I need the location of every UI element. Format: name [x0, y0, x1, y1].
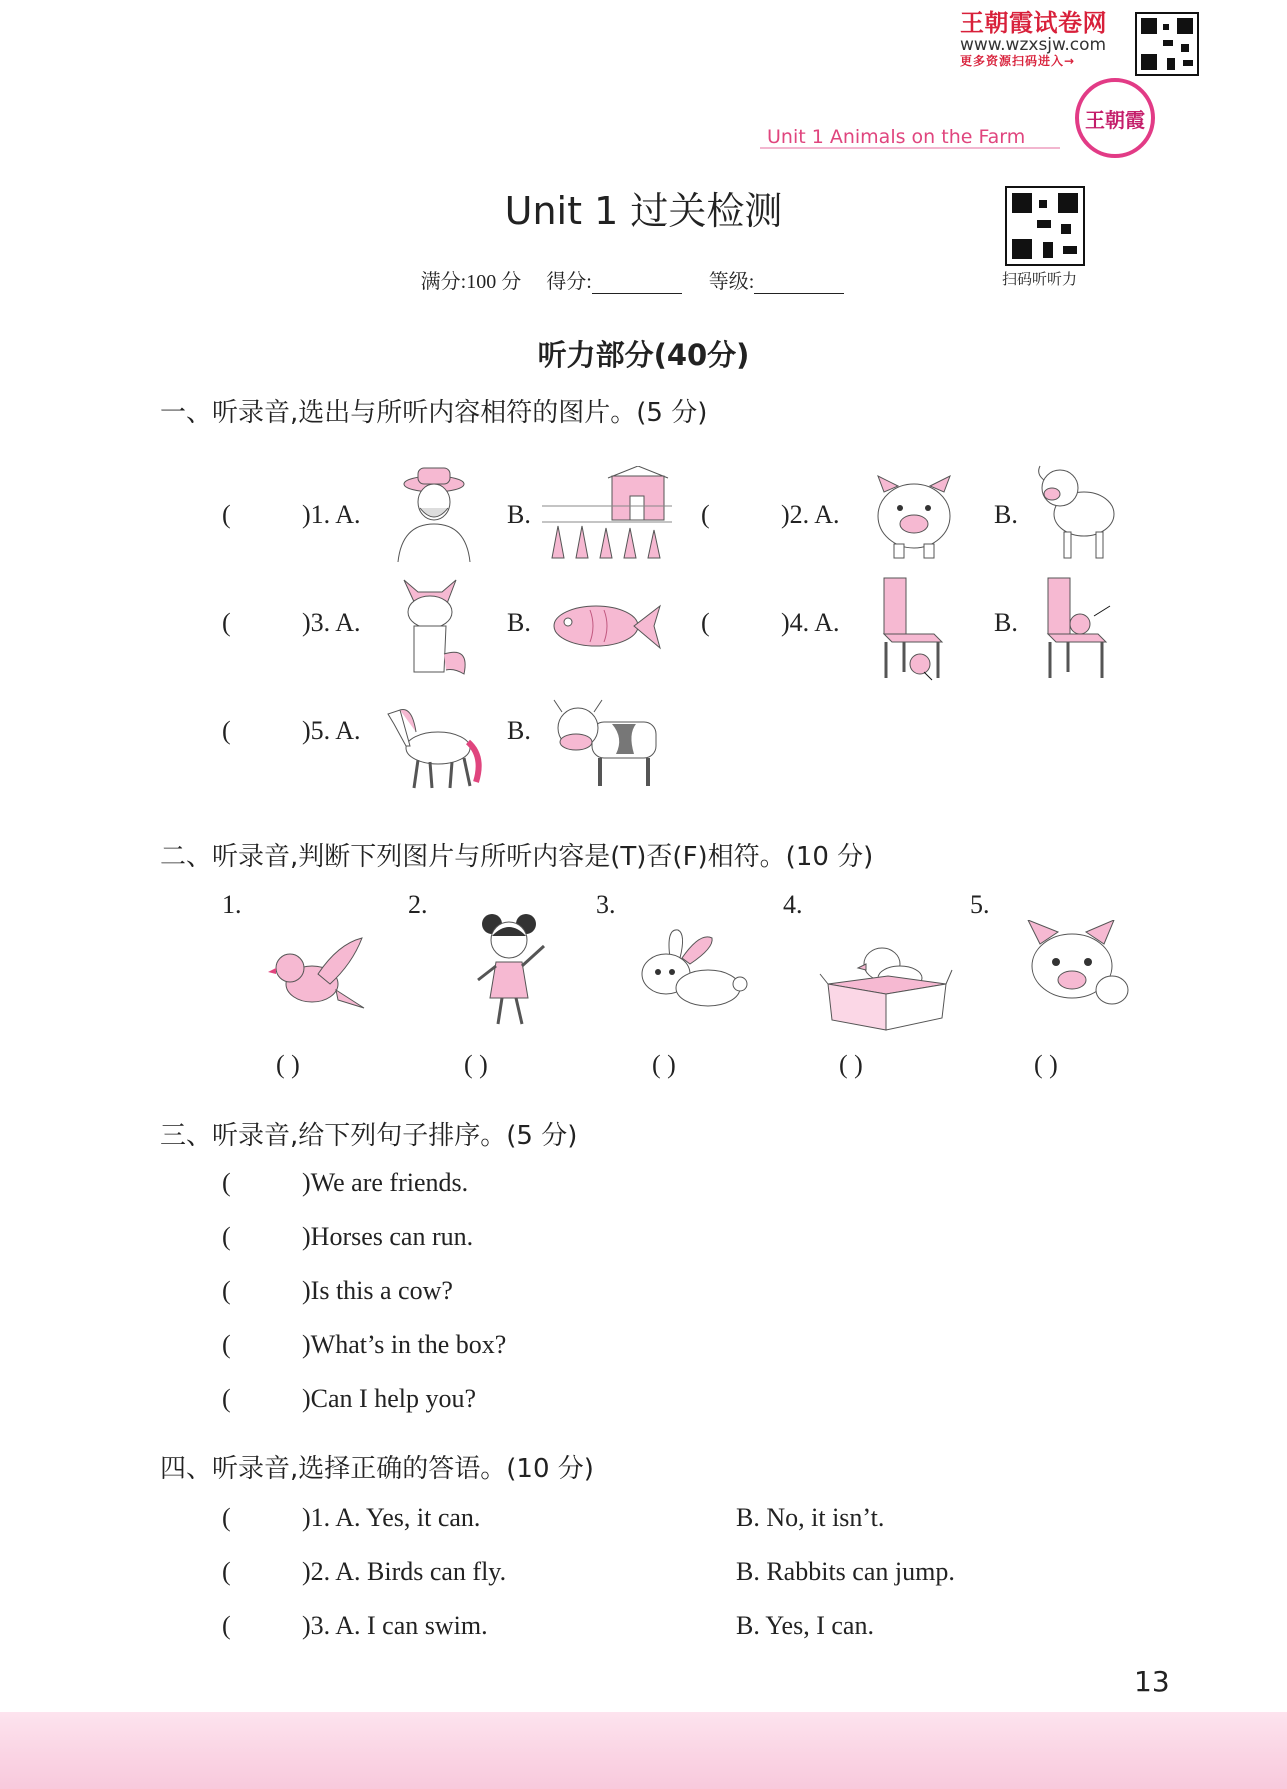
full-score: 满分:100 分 — [420, 271, 522, 293]
q2-number-3: 3. — [596, 890, 616, 919]
q1-item-4-paren[interactable]: ( — [701, 608, 710, 637]
q1-item-2-num: )2. A. — [781, 500, 840, 529]
fish-image — [550, 596, 662, 656]
q1-item-1-num: )1. A. — [302, 500, 361, 529]
grade-blank[interactable] — [754, 275, 844, 294]
q3-sentence-3-text: Is this a cow? — [310, 1276, 453, 1305]
fox-image — [394, 576, 472, 678]
q2-blank-1[interactable]: ( ) — [276, 1050, 300, 1079]
q2-blank-4[interactable]: ( ) — [839, 1050, 863, 1079]
q4-option-2b: B. Rabbits can jump. — [736, 1557, 955, 1586]
bird-image — [268, 934, 368, 1018]
girl-image — [468, 910, 554, 1030]
q2-heading: 二、听录音,判断下列图片与所听内容是(T)否(F)相符。(10 分) — [160, 842, 874, 872]
rabbit-image — [630, 928, 750, 1018]
q4-option-3a: )3. A. I can swim. — [302, 1611, 488, 1640]
brand-more: 更多资源扫码进入→ — [960, 54, 1076, 69]
q2-blank-3[interactable]: ( ) — [652, 1050, 676, 1079]
q3-paren-3[interactable]: ( — [222, 1276, 231, 1305]
brand-name: 王朝霞试卷网 — [960, 9, 1107, 37]
q2-number-4: 4. — [783, 890, 803, 919]
q2-number-1: 1. — [222, 890, 242, 919]
page-number: 13 — [1134, 1665, 1170, 1698]
q3-sentence-1-text: We are friends. — [310, 1168, 469, 1197]
q4-paren-2[interactable]: ( — [222, 1557, 231, 1586]
farmer-image — [390, 462, 478, 562]
q3-sentence-4: )What’s in the box? — [302, 1330, 507, 1359]
q3-sentence-4-text: What’s in the box? — [310, 1330, 507, 1359]
q1-item-4-b: B. — [994, 608, 1018, 637]
got-label: 得分: — [546, 271, 592, 293]
q3-sentence-2: )Horses can run. — [302, 1222, 474, 1251]
q1-item-5-num: )5. A. — [302, 716, 361, 745]
q1-item-3-num: )3. A. — [302, 608, 361, 637]
score-line — [0, 265, 1287, 294]
q1-item-5-paren[interactable]: ( — [222, 716, 231, 745]
seal-text: 王朝霞 — [1085, 107, 1145, 132]
q4-option-1a: )1. A. Yes, it can. — [302, 1503, 481, 1532]
q3-paren-1[interactable]: ( — [222, 1168, 231, 1197]
q4-option-2a: )2. A. Birds can fly. — [302, 1557, 507, 1586]
page-title: Unit 1 过关检测 — [504, 189, 783, 233]
q2-number-2: 2. — [408, 890, 428, 919]
brand-block — [960, 10, 1130, 68]
q1-item-1-b: B. — [507, 500, 531, 529]
q3-sentence-1: )We are friends. — [302, 1168, 469, 1197]
q3-sentence-3: )Is this a cow? — [302, 1276, 453, 1305]
q3-sentence-5: )Can I help you? — [302, 1384, 477, 1413]
q4-option-1b: B. No, it isn’t. — [736, 1503, 885, 1532]
unit-label: Unit 1 Animals on the Farm — [767, 126, 1026, 148]
brand-url[interactable]: www.wzxsjw.com — [960, 35, 1107, 56]
q2-blank-5[interactable]: ( ) — [1034, 1050, 1058, 1079]
cow-image — [552, 694, 664, 790]
q3-paren-4[interactable]: ( — [222, 1330, 231, 1359]
q1-item-2-paren[interactable]: ( — [701, 500, 710, 529]
brand-qr-code[interactable] — [1135, 12, 1199, 76]
q3-sentence-5-text: Can I help you? — [310, 1384, 477, 1413]
q3-paren-5[interactable]: ( — [222, 1384, 231, 1413]
brand-seal — [1075, 78, 1155, 158]
farm-image — [542, 466, 672, 562]
q4-paren-3[interactable]: ( — [222, 1611, 231, 1640]
horse-image — [380, 696, 484, 792]
q4-option-3b: B. Yes, I can. — [736, 1611, 874, 1640]
q2-blank-2[interactable]: ( ) — [464, 1050, 488, 1079]
duck-in-box-image — [818, 936, 954, 1032]
pig-image-a — [868, 472, 960, 562]
q2-number-5: 5. — [970, 890, 990, 919]
sheep-image — [1034, 462, 1120, 562]
q3-heading: 三、听录音,给下列句子排序。(5 分) — [160, 1121, 578, 1151]
score-blank[interactable] — [592, 275, 682, 294]
q1-item-3-b: B. — [507, 608, 531, 637]
footer-band — [0, 1712, 1287, 1789]
q3-sentence-2-text: Horses can run. — [310, 1222, 474, 1251]
pig-image-b — [1020, 920, 1132, 1020]
listening-qr-code[interactable] — [1005, 186, 1085, 266]
q3-paren-2[interactable]: ( — [222, 1222, 231, 1251]
q1-item-4-num: )4. A. — [781, 608, 840, 637]
q1-heading: 一、听录音,选出与所听内容相符的图片。(5 分) — [160, 398, 708, 428]
q4-heading: 四、听录音,选择正确的答语。(10 分) — [160, 1454, 594, 1484]
q1-item-1-paren[interactable]: ( — [222, 500, 231, 529]
chair-ball-on-image — [1040, 572, 1116, 682]
grade-label: 等级: — [708, 271, 755, 293]
q1-item-2-b: B. — [994, 500, 1018, 529]
q1-item-3-paren[interactable]: ( — [222, 608, 231, 637]
qr-label: 扫码听听力 — [1002, 270, 1078, 288]
q4-paren-1[interactable]: ( — [222, 1503, 231, 1532]
section-title: 听力部分(40分) — [537, 338, 750, 372]
chair-ball-under-image — [876, 572, 948, 682]
q1-item-5-b: B. — [507, 716, 531, 745]
